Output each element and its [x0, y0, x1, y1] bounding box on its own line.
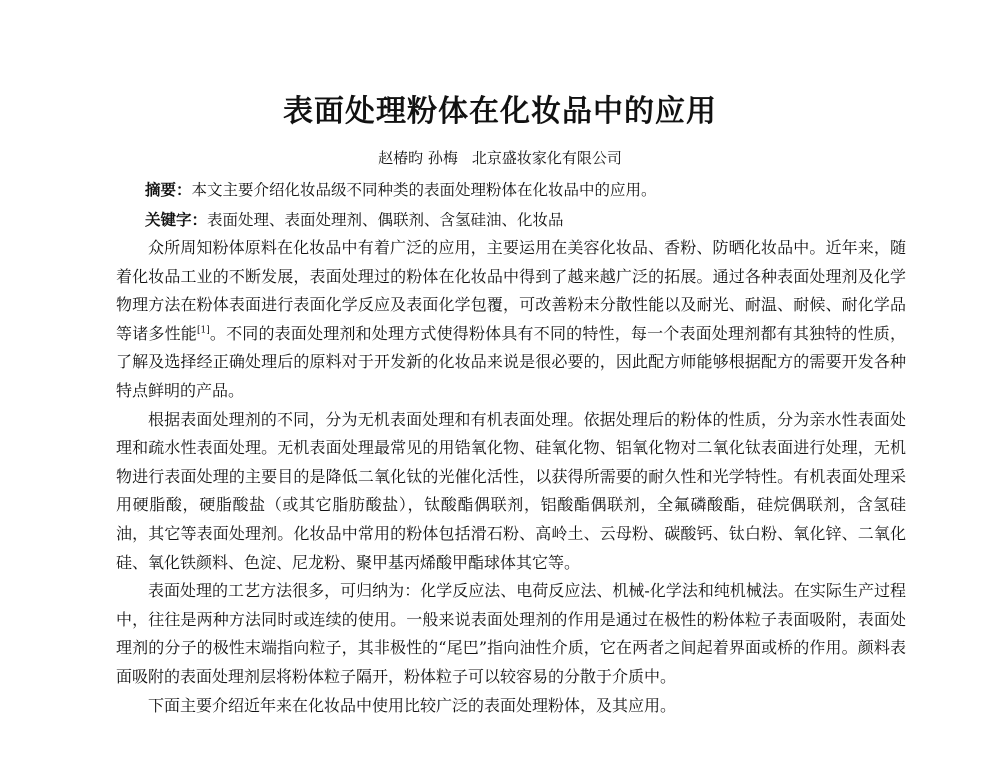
paper-title: 表面处理粉体在化妆品中的应用 [283, 94, 717, 129]
author-affiliation: 北京盛妆家化有限公司 [471, 149, 622, 167]
abstract-label: 摘要： [145, 180, 192, 199]
paragraph-3: 表面处理的工艺方法很多，可归纳为：化学反应法、电荷反应法、机械-化学法和纯机械法。在实际生产过程中，往往是两种方法同时或连续的使用。一般来说表面处理剂的作用是通过在极性的粉体粒子表面吸附，表面处理剂的分子的极性末端指向粒子，其非极性的“尾巴”指向油性介质，它在两者之间起着界面或桥的作用。颜料表面吸附的表面处理剂层将粉体粒子隔开，粉体粒子可以较容易的分散于介质中。 [116, 581, 906, 686]
citation-1: [1] [196, 325, 210, 336]
paragraph-1 [116, 234, 906, 406]
keywords-label: 关键字： [145, 210, 208, 229]
keywords-text: 表面处理、表面处理剂、偶联剂、含氢硅油、化妆品 [207, 211, 564, 229]
paragraph-1-part-b: 。不同的表面处理剂和处理方式使得粉体具有不同的特性，每一个表面处理剂都有其独特的性质，了解及选择经正确处理后的原料对于开发新的化妆品来说是很必要的，因此配方师能够根据配方的需要开发各种特点鲜明的产品。 [116, 323, 906, 400]
author-line [0, 148, 1000, 168]
abstract [145, 180, 657, 200]
paragraph-2: 根据表面处理剂的不同，分为无机表面处理和有机表面处理。依据处理后的粉体的性质，分为亲水性表面处理和疏水性表面处理。无机表面处理最常见的用锆氧化物、硅氧化物、铝氧化物对二氧化钛表面进行处理，无机物进行表面处理的主要目的是降低二氧化钛的光催化活性，以获得所需要的耐久性和光学特性。有机表面处理采用硬脂酸，硬脂酸盐（或其它脂肪酸盐），钛酸酯偶联剂，铝酸酯偶联剂，全氟磷酸酯，硅烷偶联剂，含氢硅油，其它等表面处理剂。化妆品中常用的粉体包括滑石粉、高岭土、云母粉、碳酸钙、钛白粉、氧化锌、二氧化硅、氧化铁颜料、色淀、尼龙粉、聚甲基丙烯酸甲酯球体其它等。 [116, 409, 906, 572]
author-names: 赵椿昀 孙梅 [378, 149, 458, 167]
body-text [116, 234, 906, 720]
paragraph-1-part-a: 众所周知粉体原料在化妆品中有着广泛的应用，主要运用在美容化妆品、香粉、防晒化妆品中。近年来，随着化妆品工业的不断发展，表面处理过的粉体在化妆品中得到了越来越广泛的拓展。通过各种表面处理剂及化学物理方法在粉体表面进行表面化学反应及表面化学包覆，可改善粉末分散性能以及耐光、耐温、耐候、耐化学品等诸多性能 [116, 238, 906, 343]
keywords [145, 210, 564, 230]
abstract-text: 本文主要介绍化妆品级不同种类的表面处理粉体在化妆品中的应用。 [191, 181, 657, 199]
paragraph-4: 下面主要介绍近年来在化妆品中使用比较广泛的表面处理粉体，及其应用。 [148, 695, 677, 715]
